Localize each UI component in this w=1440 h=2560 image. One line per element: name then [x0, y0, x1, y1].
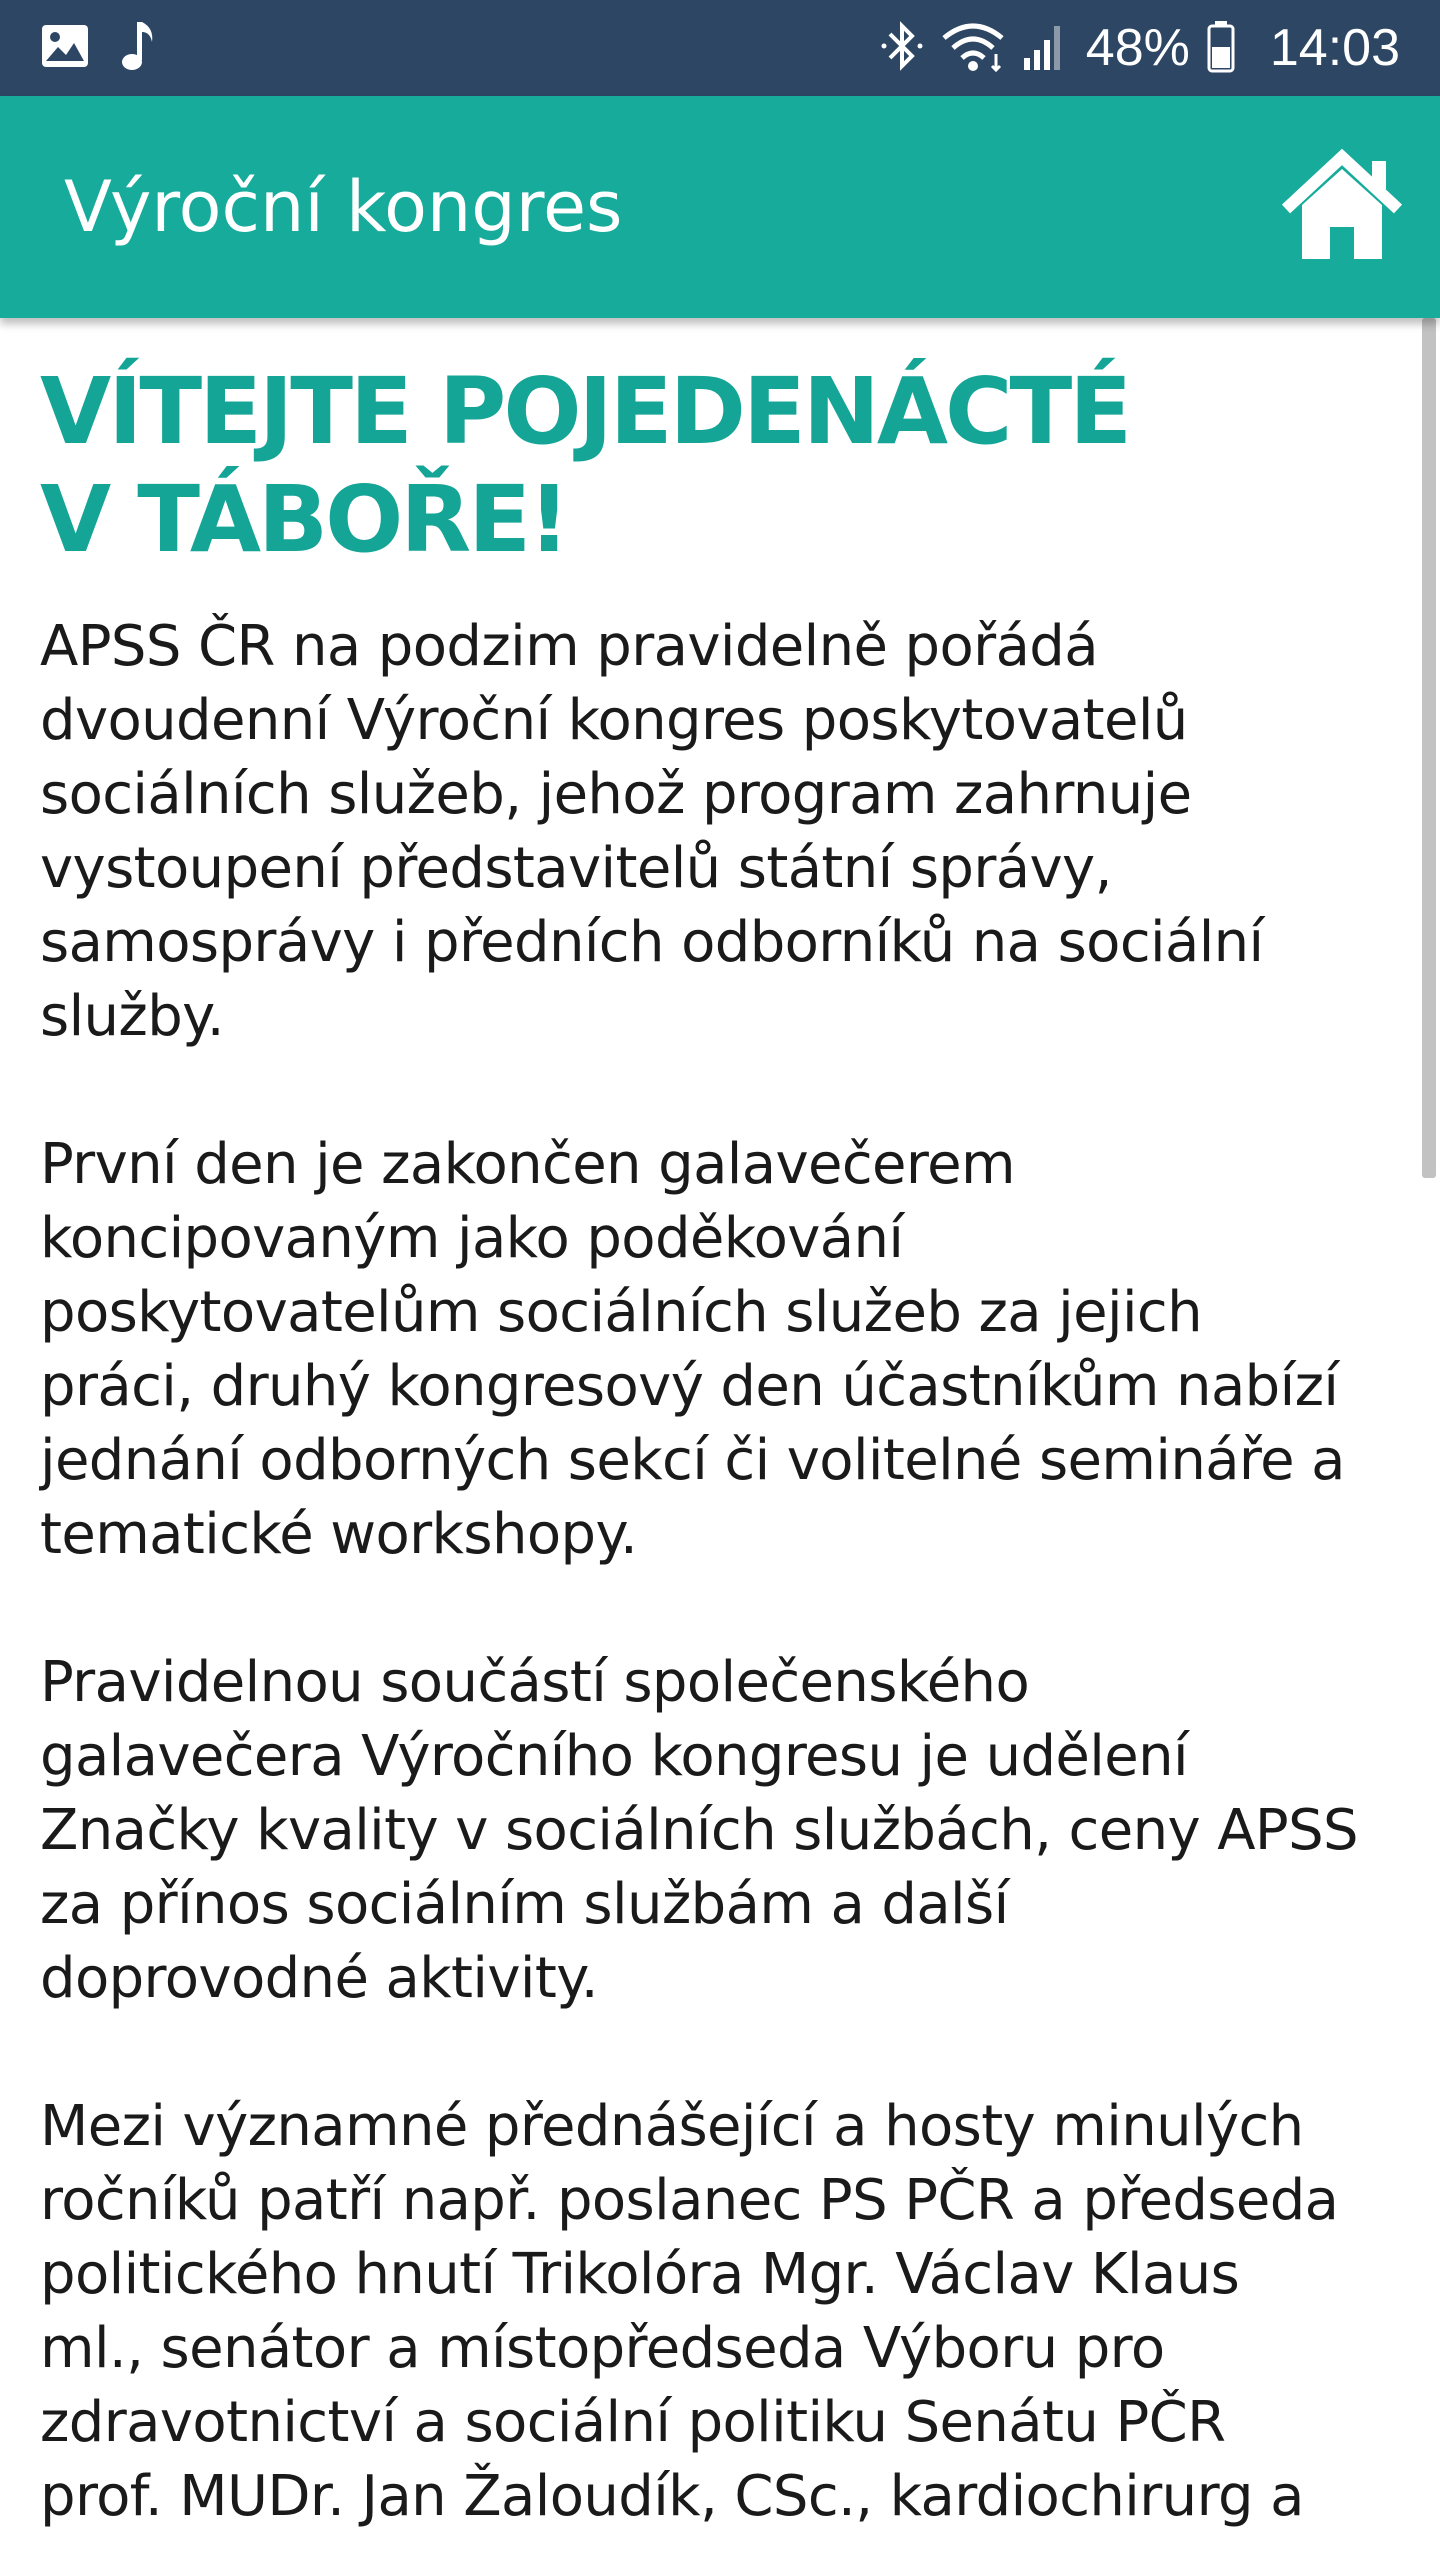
home-button[interactable]	[1274, 146, 1410, 270]
scrollbar[interactable]	[1422, 318, 1436, 1178]
article-body	[40, 610, 1410, 2560]
image-icon	[40, 23, 90, 73]
heading-line: VÍTEJTE POJEDENÁCTÉ	[40, 358, 1130, 465]
battery-icon	[1206, 19, 1236, 77]
status-right-icons	[880, 0, 1400, 96]
page-content	[0, 318, 1440, 2560]
paragraph: Pravidelnou součástí společenského galavečera Výročního kongresu je udělení Značky kvality v sociálních službách, ceny APSS za přínos sociálním službám a další doprovodné aktivity.	[40, 1650, 1358, 2011]
page-heading	[40, 358, 1220, 574]
paragraph: První den je zakončen galavečerem koncipovaným jako poděkování poskytovatelům sociálních služeb za jejich práci, druhý kongresový den účastníkům nabízí jednání odborných sekcí či volitelné semináře a tematické workshopy.	[40, 1132, 1345, 1567]
app-title: Výroční kongres	[64, 166, 623, 248]
status-bar	[0, 0, 1440, 96]
app-bar	[0, 96, 1440, 318]
wifi-icon	[940, 20, 1006, 76]
signal-icon	[1022, 20, 1066, 76]
home-icon	[1276, 147, 1408, 269]
clock: 14:03	[1269, 19, 1400, 77]
battery-percentage: 48%	[1085, 19, 1190, 77]
status-left-icons	[40, 0, 160, 96]
bluetooth-icon	[880, 18, 924, 78]
music-note-icon	[120, 18, 160, 78]
heading-line: V TÁBOŘE!	[40, 466, 568, 573]
paragraph: APSS ČR na podzim pravidelně pořádá dvoudenní Výroční kongres poskytovatelů sociálních služeb, jehož program zahrnuje vystoupení představitelů státní správy, samosprávy i předních odborníků na sociální služby.	[40, 614, 1264, 1049]
paragraph: Mezi významné přednášející a hosty minulých ročníků patří např. poslanec PS PČR a předseda politického hnutí Trikolóra Mgr. Václav Klaus ml., senátor a místopředseda Výboru pro zdravotnictví a sociální politiku Senátu PČR prof. MUDr. Jan Žaloudík, CSc., kardiochirurg a	[40, 2094, 1339, 2529]
